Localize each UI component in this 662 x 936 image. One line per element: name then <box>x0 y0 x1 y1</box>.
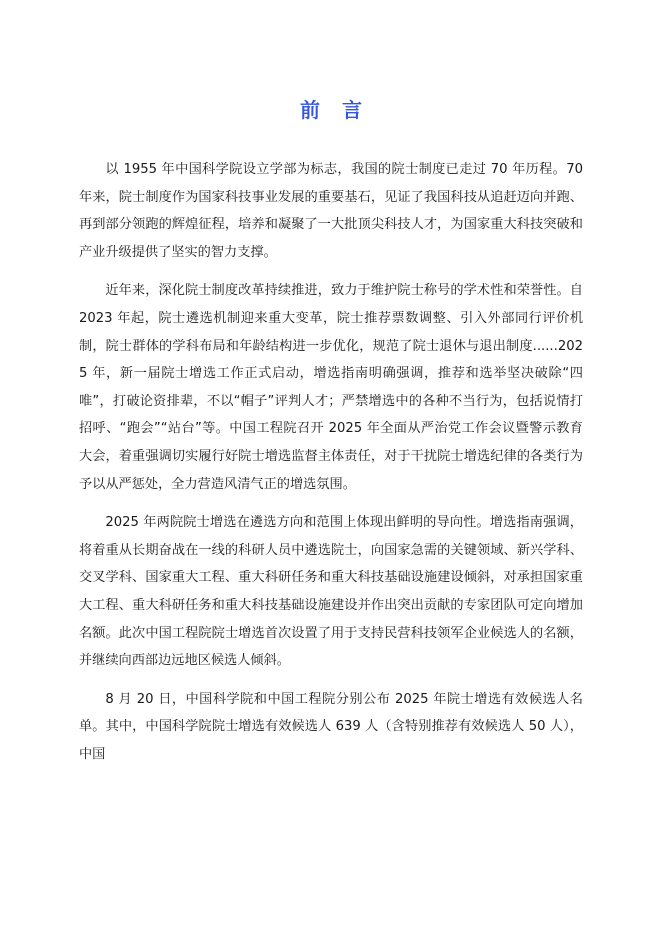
paragraph-3: 2025 年两院院士增选在遴选方向和范围上体现出鲜明的导向性。增选指南强调，将着重从长期奋战在一线的科研人员中遴选院士，向国家急需的关键领域、新兴学科、交叉学科、国家重大工程、重大科研任务和重大科技基础设施建设倾斜，对承担国家重大工程、重大科研任务和重大科技基础设施建设并作出突出贡献的专家团队可定向增加名额。此次中国工程院院士增选首次设置了用于支持民营科技领军企业候选人的名额，并继续向西部边远地区候选人倾斜。 <box>79 515 583 669</box>
paragraph-2: 近年来，深化院士制度改革持续推进，致力于维护院士称号的学术性和荣誉性。自 2023 年起，院士遴选机制迎来重大变革，院士推荐票数调整、引入外部同行评价机制，院士群体的学科布局和年龄结构进一步优化，规范了院士退休与退出制度......2025 年，新一届院士增选工作正式启动，增选指南明确强调，推荐和选举坚决破除“四唯”，打破论资排辈，不以“帽子”评判人才；严禁增选中的各种不当行为，包括说情打招呼、“跑会”“站台”等。中国工程院召开 2025 年全面从严治党工作会议暨警示教育大会，着重强调切实履行好院士增选监督主体责任，对于干扰院士增选纪律的各类行为予以从严惩处，全力营造风清气正的增选氛围。 <box>79 283 583 492</box>
paragraph-4: 8 月 20 日，中国科学院和中国工程院分别公布 2025 年院士增选有效候选人名单。其中，中国科学院院士增选有效候选人 639 人（含特别推荐有效候选人 50 人），中国 <box>79 691 583 762</box>
document-page <box>79 92 583 779</box>
page-title: 前言 <box>300 98 384 122</box>
paragraph-1: 以 1955 年中国科学院设立学部为标志，我国的院士制度已走过 70 年历程。70 年来，院士制度作为国家科技事业发展的重要基石，见证了我国科技从追赶迈向并跑、再到部分领跑的辉煌征程，培养和凝聚了一大批顶尖科技人才，为国家重大科技突破和产业升级提供了坚实的智力支撑。 <box>79 162 583 260</box>
